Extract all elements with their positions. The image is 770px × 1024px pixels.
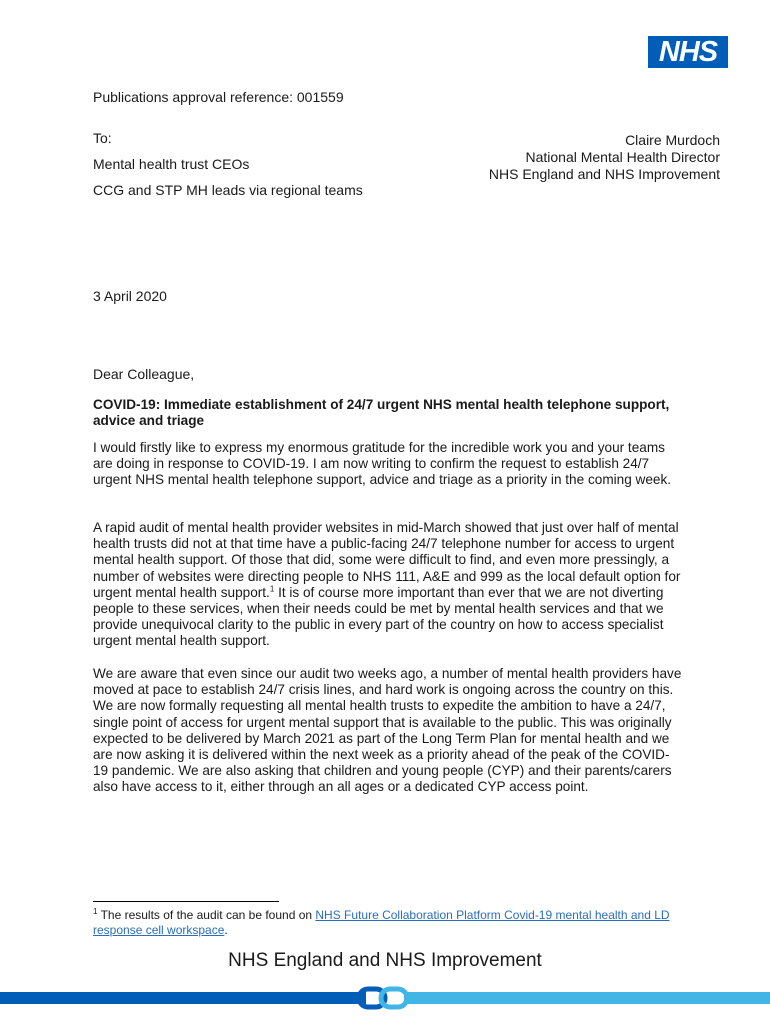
approval-reference: Publications approval reference: 001559 [93, 89, 344, 105]
body-paragraph: I would firstly like to express my enormous gratitude for the incredible work you and your teams are doing in response to COVID-19. I am now writing to confirm the request to establish 24/7 urgent NHS mental health telephone support, advice and triage as a priority in the coming week. [93, 440, 672, 488]
nhs-logo: NHS [648, 36, 728, 68]
chain-link-icon [356, 986, 410, 1010]
footnote-text: The results of the audit can be found on [97, 908, 316, 922]
footer-organisation: NHS England and NHS Improvement [228, 950, 542, 971]
paragraph-text: It is of course more important than ever that we are not diverting people to these services, when their needs could be met by mental health services and that we provide unequivocal clarity to the public in every part of the country on how to access specialist urgent mental health support. [93, 584, 664, 649]
footnote-marker: 1 [93, 907, 98, 916]
footnote-divider [93, 901, 279, 902]
sender-org: NHS England and NHS Improvement [488, 166, 720, 182]
footnote-reference[interactable]: 1 [269, 584, 275, 594]
salutation: Dear Colleague, [93, 366, 195, 382]
footnote [93, 908, 693, 938]
sender-title: National Mental Health Director [525, 149, 720, 165]
footer-bar-left [0, 992, 366, 1004]
body-paragraph [93, 520, 683, 650]
footnote-end: . [224, 923, 228, 937]
letter-subject: COVID-19: Immediate establishment of 24/7 urgent NHS mental health telephone support, advice and triage [93, 397, 670, 429]
recipient-line: Mental health trust CEOs [93, 156, 250, 172]
to-label: To: [93, 130, 112, 146]
letter-date: 3 April 2020 [93, 288, 167, 304]
paragraph-text: A rapid audit of mental health provider websites in mid-March showed that just over half of mental health trusts did not at that time have a public-facing 24/7 telephone number for access to urgent mental health support. Of those that did, some were difficult to find, and even more pressingly, a number of websites were directing people to NHS 111, A&E and 999 as the local default option for urgent mental health support. [93, 520, 681, 600]
workspace-link[interactable]: NHS Future Collaboration Platform Covid-19 mental health and LD response cell workspace [93, 908, 670, 937]
body-paragraph: We are aware that even since our audit two weeks ago, a number of mental health providers have moved at pace to establish 24/7 crisis lines, and hard work is ongoing across the country on this. We are now formally requesting all mental health trusts to expedite the ambition to have a 24/7, single point of access for urgent mental support that is available to the public. This was originally expected to be delivered by March 2021 as part of the Long Term Plan for mental health and we are now asking it is delivered within the next week as a priority ahead of the peak of the COVID-19 pandemic. We are also asking that children and young people (CYP) and their parents/carers also have access to it, either through an all ages or a dedicated CYP access point. [93, 666, 682, 795]
footer-bar-right [404, 992, 770, 1004]
recipient-line: CCG and STP MH leads via regional teams [93, 182, 363, 198]
sender-name: Claire Murdoch [625, 132, 720, 148]
